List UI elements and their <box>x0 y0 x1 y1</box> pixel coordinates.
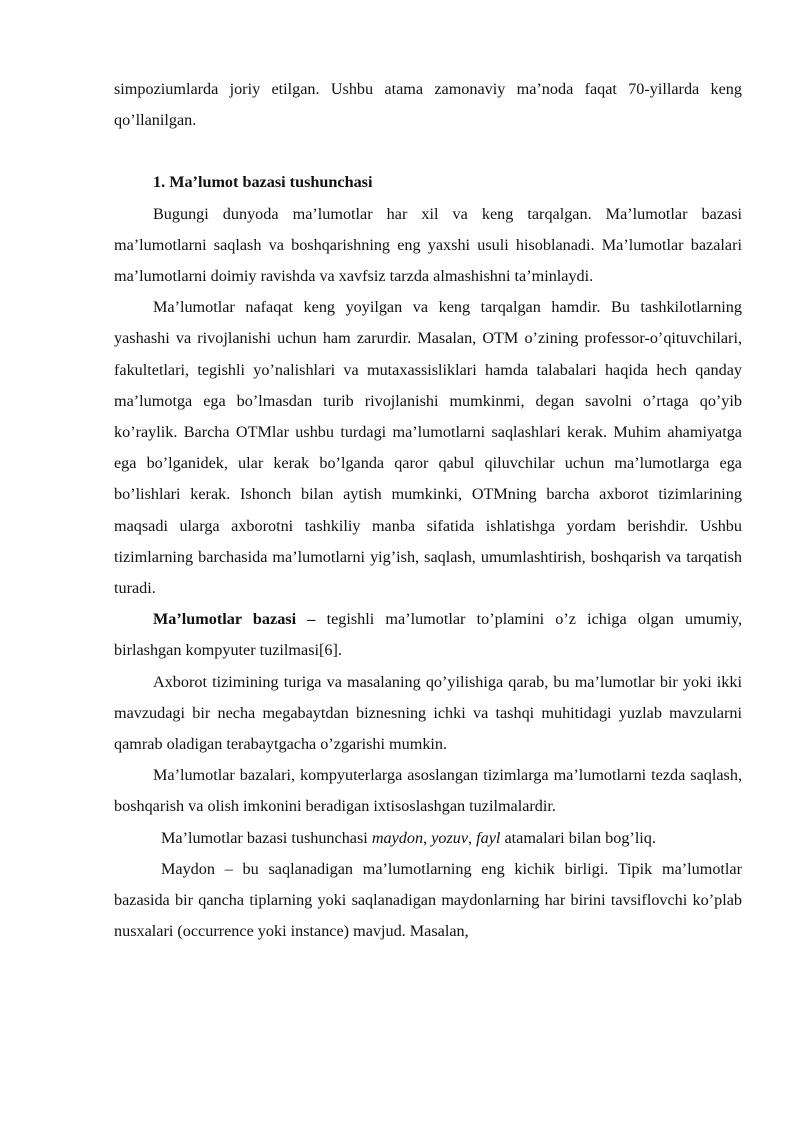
definition-term: Ma’lumotlar bazasi – <box>153 610 316 629</box>
p6-text-b: atamalari bilan bog’liq. <box>500 828 656 847</box>
definition-text: tegishli ma’lumotlar to’plamini o’z ichiga olgan umumiy, birlashgan kompyuter tuzilmasi[6]. <box>114 610 742 660</box>
paragraph-4: Axborot tizimining turiga va masalaning qo’yilishiga qarab, bu ma’lumotlar bir yoki ikki mavzudagi bir necha megabaytdan biznesning ichki va tashqi muhitidagi yuzlab mavzularni qamrab oladigan terabaytgacha o’zgarishi mumkin. <box>114 672 742 754</box>
paragraph-2: Ma’lumotlar nafaqat keng yoyilgan va keng tarqalgan hamdir. Bu tashkilotlarning yashashi va rivojlanishi uchun ham zarurdir. Masalan, OTM o’zining professor-o’qituvchilari, fakultetlari, tegishli yo’nalishlari va mutaxassisliklari hamda talabalari haqida hech qanday ma’lumotga ega bo’lmasdan turib rivojlanishi mumkinmi, degan savolni o’rtaga qo’yib ko’raylik. Barcha OTMlar ushbu turdagi ma’lumotlarni saqlashlari kerak. Muhim ahamiyatga ega bo’lganidek, ular kerak bo’lganda qaror qabul qiluvchilar uchun ma’lumotlarga ega bo’lishlari kerak. Ishonch bilan aytish mumkinki, OTMning barcha axborot tizimlarining maqsadi ularga axborotni tashkiliy manba sifatida ishlatishga yordam berishdir. Ushbu tizimlarning barchasida ma’lumotlarni yig’ish, saqlash, umumlashtirish, boshqarish va tarqatish turadi. <box>114 298 742 598</box>
paragraph-5: Ma’lumotlar bazalari, kompyuterlarga asoslangan tizimlarga ma’lumotlarni tezda saqlash, boshqarish va olish imkonini beradigan ixtisoslashgan tuzilmalardir. <box>114 766 742 816</box>
paragraph-intro: simpoziumlarda joriy etilgan. Ushbu atama zamonaviy ma’noda faqat 70-yillarda keng qo’llanilgan. <box>114 80 742 130</box>
paragraph-6 <box>114 823 742 854</box>
p6-text-a: Ma’lumotlar bazasi tushunchasi <box>161 828 372 847</box>
section-heading: 1. Ma’lumot bazasi tushunchasi <box>153 173 373 192</box>
term-fayl: fayl <box>476 828 501 847</box>
p6-sep-2: , <box>468 828 477 847</box>
paragraph-definition <box>114 604 742 666</box>
term-maydon: maydon <box>371 828 424 847</box>
document-page <box>114 74 742 947</box>
p6-sep-1: , <box>423 828 432 847</box>
blank-line <box>114 136 742 167</box>
paragraph-7: Maydon – bu saqlanadigan ma’lumotlarning eng kichik birligi. Tipik ma’lumotlar bazasida bir qancha tiplarning yoki saqlanadigan maydonlarning har birini tavsiflovchi ko’plab nusxalari (occurrence yoki instance) mavjud. Masalan, <box>114 859 742 941</box>
paragraph-1: Bugungi dunyoda ma’lumotlar har xil va keng tarqalgan. Ma’lumotlar bazasi ma’lumotlarni saqlash va boshqarishning eng yaxshi usuli hisoblanadi. Ma’lumotlar bazalari ma’lumotlarni doimiy ravishda va xavfsiz tarzda almashishni ta’minlaydi. <box>114 204 742 286</box>
term-yozuv: yozuv <box>431 828 469 847</box>
